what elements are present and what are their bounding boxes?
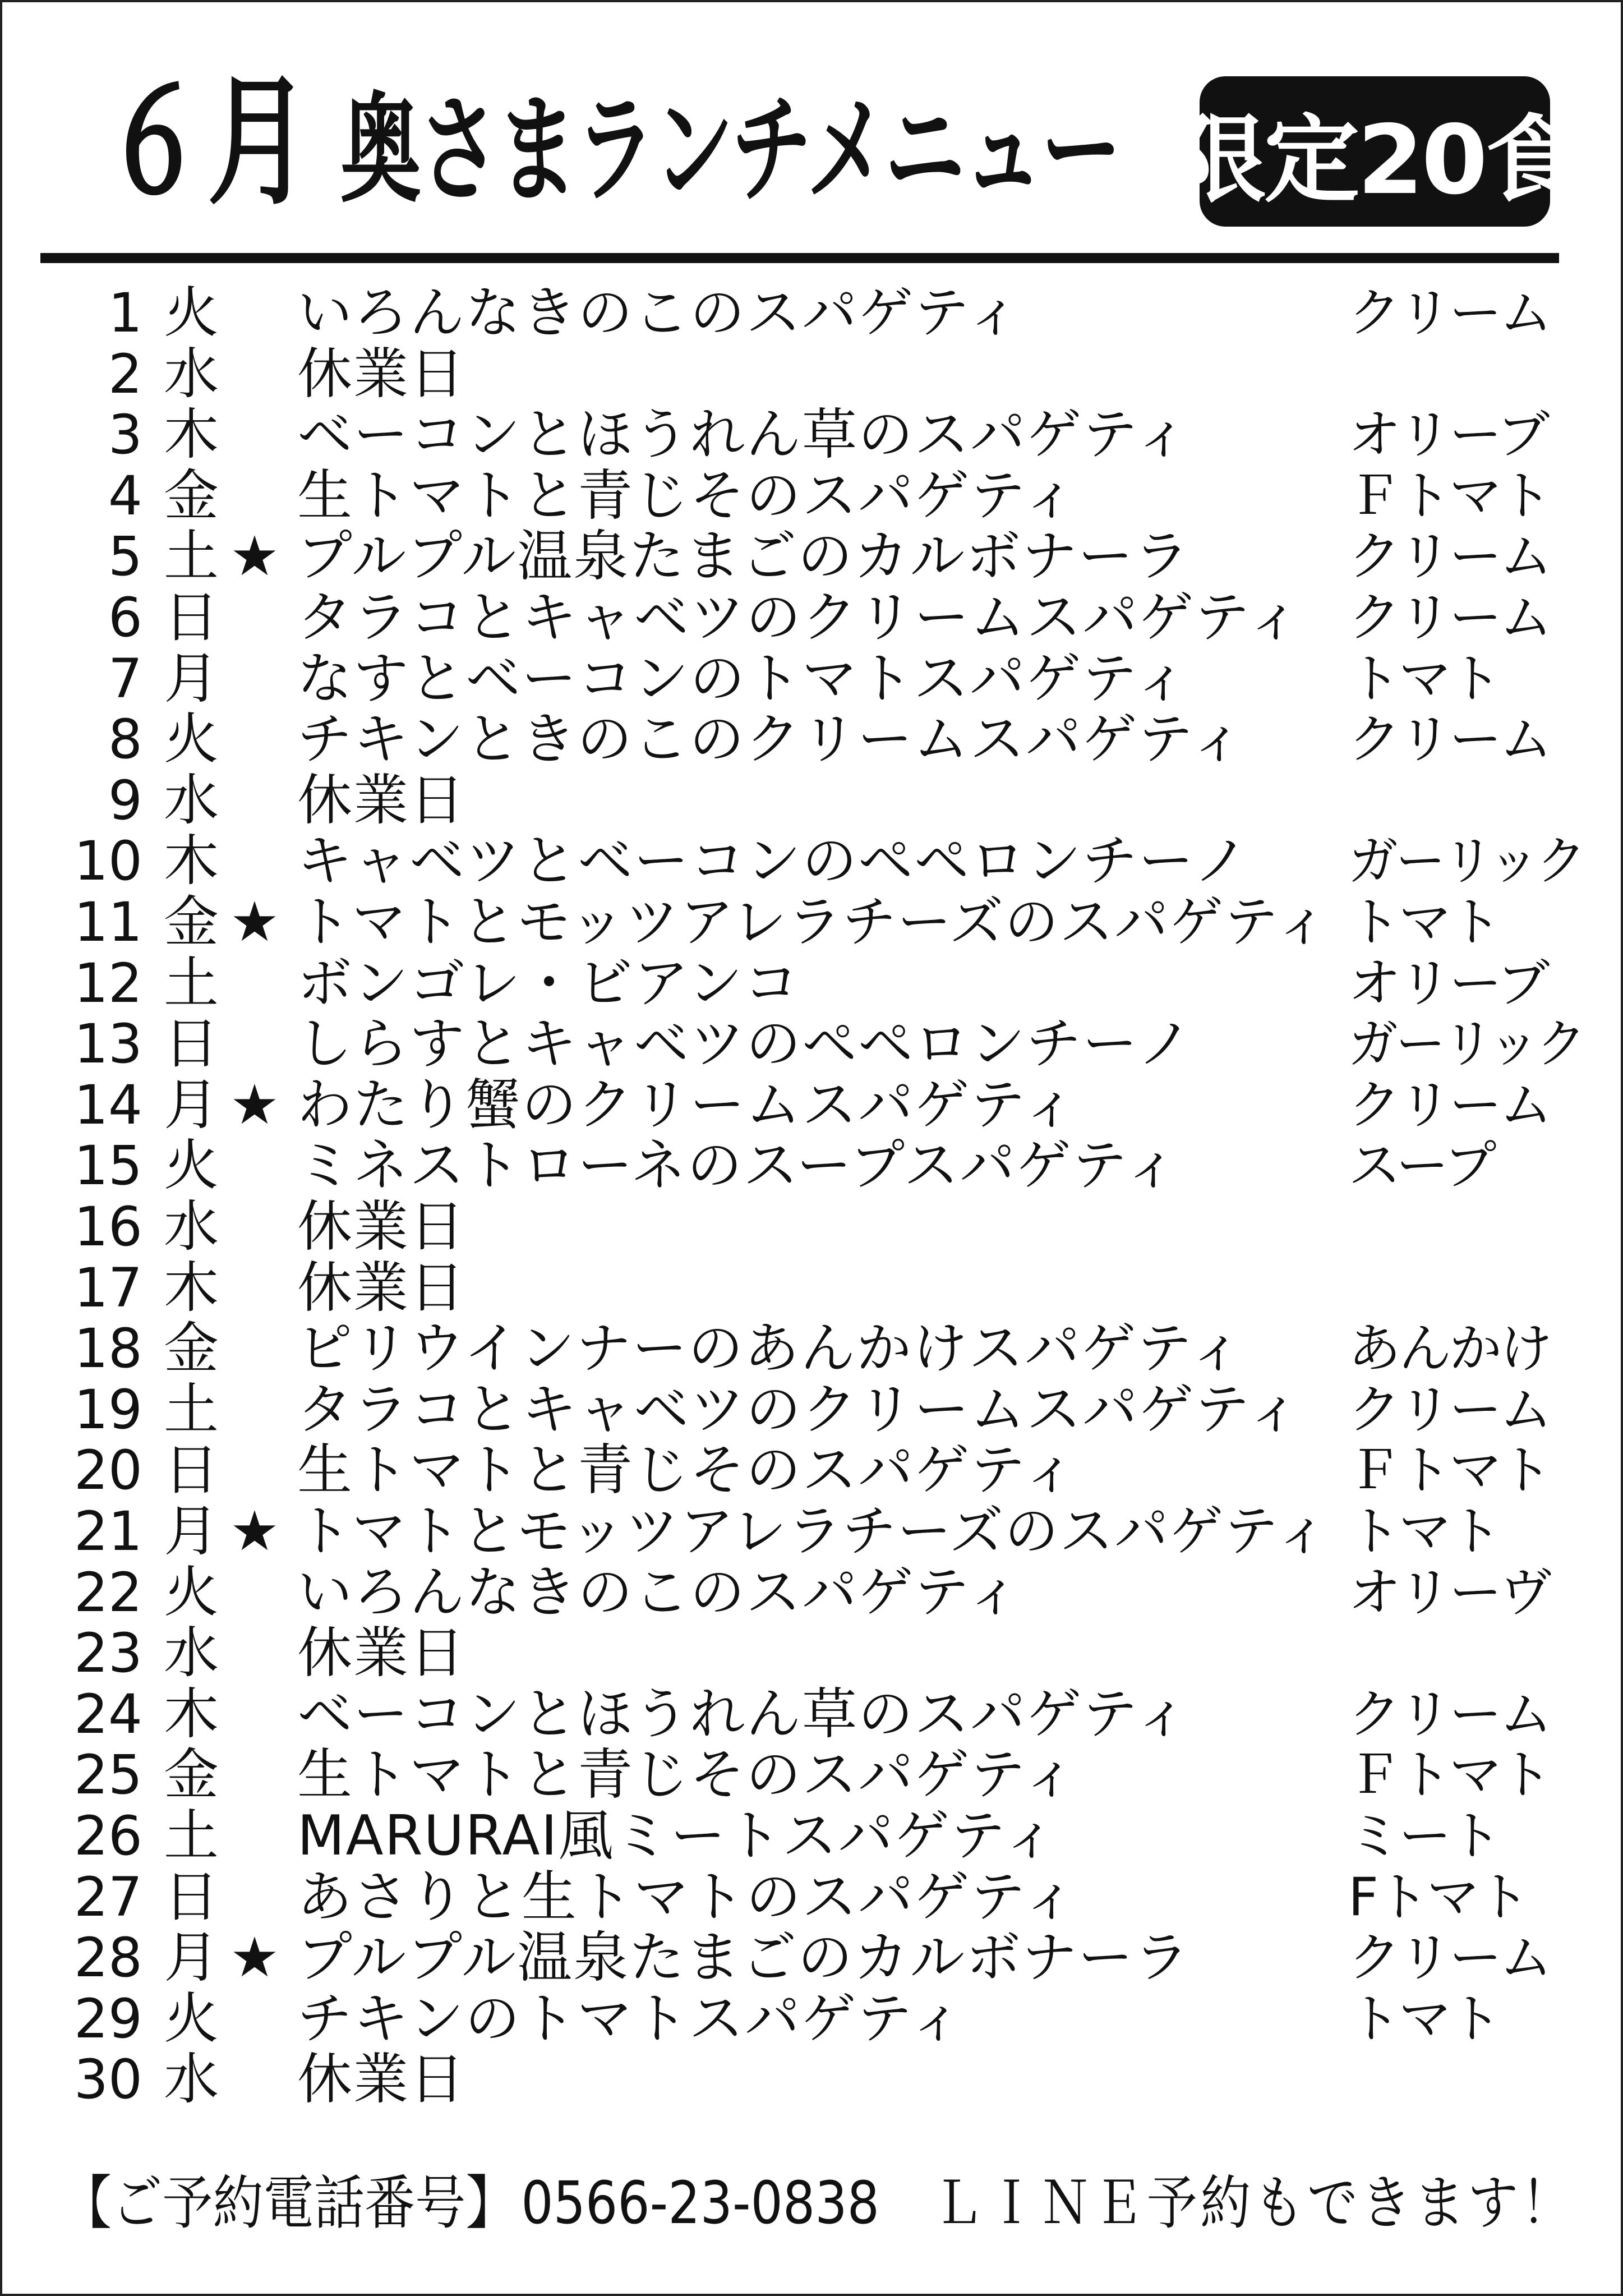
dish-name: 生トマトと青じそのスパゲティ (297, 1743, 1078, 1807)
sauce-type: Ｆトマト (1348, 1745, 1551, 1806)
day-number: 27 (73, 1865, 142, 1929)
dish-name: いろんなきのこのスパゲティ (297, 1560, 1022, 1625)
sauce-type: ガーリック (1348, 1014, 1584, 1075)
dish-name: 休業日 (297, 1195, 466, 1259)
sauce-type: あんかけ (1348, 1318, 1551, 1380)
dish-name: いろんなきのこのスパゲティ (297, 281, 1022, 345)
header-divider (40, 253, 1559, 263)
menu-row (2, 1318, 1621, 1379)
limited-badge: 限定20食 (1200, 76, 1550, 227)
day-of-week: 水 (164, 342, 219, 406)
dish-name: ミネストローネのスープスパゲティ (297, 1134, 1180, 1198)
day-of-week: 水 (164, 1195, 219, 1259)
day-number: 30 (73, 2048, 142, 2111)
sauce-type: ミート (1348, 1806, 1500, 1867)
dish-name: 休業日 (297, 2047, 466, 2112)
dish-name: MARURAI風ミートスパゲティ (297, 1804, 1058, 1868)
day-number: 8 (108, 708, 142, 771)
day-of-week: 土 (164, 1804, 219, 1868)
featured-star: ★ (230, 1073, 279, 1137)
dish-name: タラコとキャベツのクリームスパゲティ (297, 1377, 1303, 1442)
menu-row (2, 1867, 1621, 1928)
day-of-week: 月 (164, 1499, 219, 1563)
featured-star: ★ (230, 1499, 279, 1563)
dish-name: 休業日 (297, 342, 466, 406)
day-of-week: 土 (164, 1377, 219, 1442)
line-reservation-note: ＬＩＮＥ予約もできます！ (933, 2169, 1575, 2237)
sauce-type: スープ (1348, 1135, 1495, 1197)
day-of-week: 火 (164, 281, 219, 345)
dish-name: プルプル温泉たまごのカルボナーラ (297, 1926, 1191, 1990)
day-number: 17 (73, 1256, 142, 1319)
sauce-type: Fトマト (1348, 1866, 1528, 1928)
day-number: 12 (73, 951, 142, 1015)
dish-name: 休業日 (297, 768, 466, 832)
sauce-type: トマト (1348, 1988, 1500, 2050)
day-number: 3 (108, 403, 142, 467)
day-number: 29 (73, 1987, 142, 2050)
menu-row (2, 587, 1621, 648)
dish-name: プルプル温泉たまごのカルボナーラ (297, 524, 1191, 589)
day-number: 24 (73, 1682, 142, 1746)
menu-list (2, 283, 1621, 2111)
reservation-label: 【ご予約電話番号】 (61, 2169, 517, 2237)
menu-row (2, 404, 1621, 466)
day-number: 28 (73, 1926, 142, 1990)
menu-row (2, 892, 1621, 953)
dish-name: トマトとモッツアレラチーズのスパゲティ (297, 890, 1330, 954)
menu-row (2, 831, 1621, 892)
menu-row (2, 1684, 1621, 1745)
dish-name: 休業日 (297, 1255, 466, 1320)
day-of-week: 火 (164, 1986, 219, 2051)
sauce-type: クリーム (1348, 1074, 1551, 1136)
page-title (103, 61, 1169, 224)
menu-row (2, 526, 1621, 587)
dish-name: なすとベーコンのトマトスパゲティ (297, 646, 1190, 711)
reservation-footer (61, 2166, 1575, 2239)
day-of-week: 金 (164, 463, 219, 528)
day-number: 19 (73, 1378, 142, 1441)
day-of-week: 水 (164, 2047, 219, 2112)
menu-row (2, 1135, 1621, 1197)
day-number: 5 (108, 525, 142, 588)
menu-row (2, 1501, 1621, 1562)
day-of-week: 月 (164, 1926, 219, 1990)
day-of-week: 日 (164, 1865, 219, 1929)
day-of-week: 水 (164, 768, 219, 832)
day-of-week: 木 (164, 1255, 219, 1320)
dish-name: チキンときのこのクリームスパゲティ (297, 707, 1246, 772)
day-number: 20 (73, 1439, 142, 1502)
menu-row (2, 953, 1621, 1014)
dish-name: トマトとモッツアレラチーズのスパゲティ (297, 1499, 1330, 1563)
day-of-week: 金 (164, 890, 219, 954)
day-number: 18 (73, 1317, 142, 1381)
dish-name: わたり蟹のクリームスパゲティ (297, 1073, 1078, 1137)
day-number: 22 (73, 1561, 142, 1624)
menu-row (2, 283, 1621, 344)
menu-row (2, 1075, 1621, 1136)
day-number: 23 (73, 1622, 142, 1685)
menu-row (2, 1745, 1621, 1806)
day-of-week: 日 (164, 1012, 219, 1076)
dish-name: しらすとキャベツのペペロンチーノ (297, 1012, 1194, 1076)
menu-row (2, 1379, 1621, 1441)
dish-name: ベーコンとほうれん草のスパゲティ (297, 403, 1191, 467)
dish-name: 休業日 (297, 1621, 466, 1686)
sauce-type: ガーリック (1348, 831, 1584, 892)
menu-row (2, 1927, 1621, 1989)
dish-name: チキンのトマトスパゲティ (297, 1986, 965, 2051)
dish-name: あさりと生トマトのスパゲティ (297, 1865, 1078, 1929)
sauce-type: トマト (1348, 892, 1500, 953)
title-text: 奥さまランチメニュー (340, 81, 1119, 219)
menu-row (2, 1806, 1621, 1867)
menu-row (2, 344, 1621, 405)
day-of-week: 金 (164, 1317, 219, 1381)
sauce-type: クリーム (1348, 283, 1551, 344)
menu-row (2, 1014, 1621, 1075)
sauce-type: クリーム (1348, 709, 1551, 771)
day-number: 9 (108, 769, 142, 832)
sauce-type: トマト (1348, 648, 1500, 710)
day-of-week: 日 (164, 586, 219, 650)
dish-name: キャベツとベーコンのペペロンチーノ (297, 829, 1250, 894)
day-of-week: 火 (164, 1560, 219, 1625)
title-month: ６月 (103, 61, 312, 224)
menu-header (2, 2, 1621, 266)
day-number: 26 (73, 1805, 142, 1867)
day-number: 25 (73, 1743, 142, 1807)
menu-row (2, 1562, 1621, 1623)
featured-star: ★ (230, 1926, 279, 1990)
day-number: 7 (108, 647, 142, 710)
day-number: 21 (73, 1500, 142, 1563)
sauce-type: クリーム (1348, 587, 1551, 648)
dish-name: 生トマトと青じそのスパゲティ (297, 1438, 1078, 1503)
day-number: 16 (73, 1195, 142, 1258)
dish-name: 生トマトと青じそのスパゲティ (297, 463, 1078, 528)
menu-row (2, 770, 1621, 831)
sauce-type: クリーム (1348, 526, 1551, 588)
sauce-type: Ｆトマト (1348, 1440, 1551, 1502)
dish-name: ボンゴレ・ビアンコ (297, 951, 800, 1015)
sauce-type: クリーム (1348, 1379, 1551, 1441)
dish-name: ベーコンとほうれん草のスパゲティ (297, 1682, 1191, 1746)
day-of-week: 水 (164, 1621, 219, 1686)
menu-row (2, 2049, 1621, 2110)
day-of-week: 日 (164, 1438, 219, 1503)
menu-row (2, 1623, 1621, 1684)
featured-star: ★ (230, 890, 279, 954)
day-of-week: 木 (164, 403, 219, 467)
menu-row (2, 1986, 1621, 2051)
day-number: 15 (73, 1134, 142, 1198)
sauce-type: クリーム (1348, 1683, 1551, 1745)
day-of-week: 火 (164, 707, 219, 772)
day-number: 1 (108, 282, 142, 344)
day-of-week: 土 (164, 951, 219, 1015)
menu-row (2, 1255, 1621, 1320)
day-number: 2 (108, 342, 142, 406)
dish-name: タラコとキャベツのクリームスパゲティ (297, 586, 1303, 650)
sauce-type: オリーブ (1348, 404, 1548, 466)
sauce-type: オリーヴ (1348, 1562, 1551, 1623)
featured-star: ★ (230, 524, 279, 589)
dish-name: ピリウインナーのあんかけスパゲティ (297, 1317, 1245, 1381)
day-number: 13 (73, 1013, 142, 1076)
day-of-week: 火 (164, 1134, 219, 1198)
day-of-week: 金 (164, 1743, 219, 1807)
sauce-type: トマト (1348, 1501, 1500, 1562)
menu-row (2, 463, 1621, 528)
day-number: 6 (108, 586, 142, 649)
phone-number[interactable]: 0566-23-0838 (521, 2169, 879, 2237)
day-of-week: 木 (164, 1682, 219, 1746)
day-of-week: 月 (164, 646, 219, 711)
sauce-type: クリーム (1348, 1927, 1551, 1989)
day-number: 14 (73, 1073, 142, 1137)
day-of-week: 月 (164, 1073, 219, 1137)
day-number: 11 (73, 891, 142, 954)
day-of-week: 土 (164, 524, 219, 589)
day-of-week: 木 (164, 829, 219, 894)
day-number: 4 (108, 464, 142, 527)
day-number: 10 (73, 830, 142, 893)
menu-row (2, 648, 1621, 710)
menu-row (2, 1440, 1621, 1501)
menu-row (2, 1197, 1621, 1258)
menu-row (2, 709, 1621, 770)
sauce-type: Ｆトマト (1348, 465, 1551, 527)
sauce-type: オリーブ (1348, 953, 1548, 1014)
